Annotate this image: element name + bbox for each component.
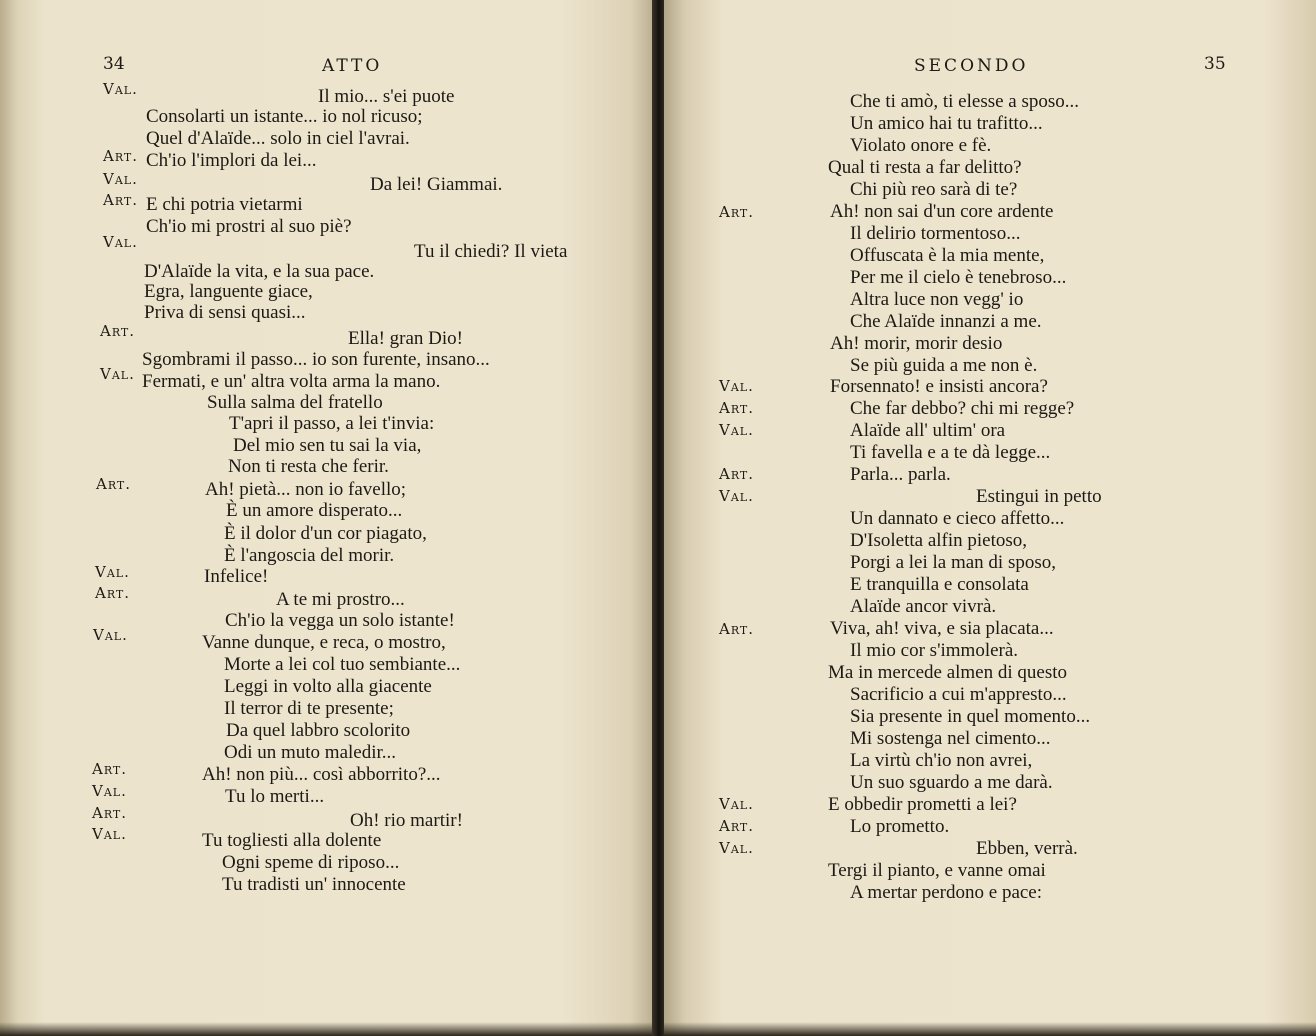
verse-line: Ma in mercede almen di questo (828, 662, 1068, 683)
running-header: ATTO (322, 56, 383, 76)
verse-line: Qual ti resta a far delitto? (828, 157, 1022, 178)
verse-line: Sulla salma del fratello (207, 392, 383, 413)
verse-line: Violato onore e fè. (850, 135, 992, 156)
verse-line: Ah! morir, morir desio (830, 333, 1003, 354)
verse-line: Consolarti un istante... io nol ricuso; (146, 106, 423, 127)
right-page (664, 0, 1316, 1036)
speaker-label: Val. (719, 795, 754, 813)
verse-line: Un suo sguardo a me darà. (850, 772, 1053, 793)
verse-line: Il mio cor s'immolerà. (850, 640, 1019, 661)
verse-line: Non ti resta che ferir. (228, 456, 389, 477)
verse-line: Ch'io l'implori da lei... (146, 150, 317, 171)
verse-line: Che ti amò, ti elesse a sposo... (850, 91, 1080, 112)
verse-line: Tu togliesti alla dolente (202, 830, 382, 851)
verse-line: Del mio sen tu sai la via, (233, 435, 422, 456)
running-header: SECONDO (914, 56, 1029, 76)
verse-line: Fermati, e un' altra volta arma la mano. (142, 371, 441, 392)
verse-line: Oh! rio martir! (350, 810, 463, 831)
speaker-label: Val. (103, 80, 138, 98)
verse-line: E chi potria vietarmi (146, 194, 303, 215)
verse-line: Che Alaïde innanzi a me. (850, 311, 1042, 332)
speaker-label: Art. (719, 620, 755, 638)
speaker-label: Val. (92, 782, 127, 800)
verse-line: Ebben, verrà. (976, 838, 1078, 859)
verse-line: E obbedir prometti a lei? (828, 794, 1017, 815)
speaker-label: Art. (92, 804, 128, 822)
verse-line: D'Alaïde la vita, e la sua pace. (144, 261, 375, 282)
speaker-label: Val. (103, 233, 138, 251)
page-edge-shadow (664, 1022, 1316, 1036)
verse-line: A te mi prostro... (276, 589, 405, 610)
verse-line: Il terror di te presente; (224, 698, 394, 719)
verse-line: Porgi a lei la man di sposo, (850, 552, 1056, 573)
verse-line: Da quel labbro scolorito (226, 720, 411, 741)
verse-line: Ah! pietà... non io favello; (205, 479, 407, 500)
verse-line: Sia presente in quel momento... (850, 706, 1091, 727)
speaker-label: Val. (719, 421, 754, 439)
verse-line: Offuscata è la mia mente, (850, 245, 1045, 266)
speaker-label: Art. (719, 399, 755, 417)
verse-line: È un amore disperato... (226, 500, 403, 521)
verse-line: Il mio... s'ei puote (318, 86, 455, 107)
verse-line: Alaïde all' ultim' ora (850, 420, 1006, 441)
verse-line: Ah! non sai d'un core ardente (830, 201, 1054, 222)
verse-line: Un amico hai tu trafitto... (850, 113, 1043, 134)
speaker-label: Art. (719, 817, 755, 835)
verse-line: Per me il cielo è tenebroso... (850, 267, 1067, 288)
speaker-label: Art. (719, 203, 755, 221)
verse-line: E tranquilla e consolata (850, 574, 1029, 595)
verse-line: Un dannato e cieco affetto... (850, 508, 1065, 529)
verse-line: Vanne dunque, e reca, o mostro, (202, 632, 446, 653)
verse-line: Mi sostenga nel cimento... (850, 728, 1051, 749)
verse-line: Sgombrami il passo... io son furente, insano... (142, 349, 490, 370)
verse-line: Tergi il pianto, e vanne omai (828, 860, 1046, 881)
verse-line: Chi più reo sarà di te? (850, 179, 1018, 200)
verse-line: D'Isoletta alfin pietoso, (850, 530, 1028, 551)
verse-line: Leggi in volto alla giacente (224, 676, 432, 697)
speaker-label: Art. (92, 760, 128, 778)
verse-line: Il delirio tormentoso... (850, 223, 1021, 244)
verse-line: Estingui in petto (976, 486, 1102, 507)
verse-line: Priva di sensi quasi... (144, 302, 306, 323)
page-edge-shadow (0, 1022, 655, 1036)
verse-line: Tu tradisti un' innocente (222, 874, 406, 895)
speaker-label: Art. (96, 475, 132, 493)
speaker-label: Art. (95, 584, 131, 602)
speaker-label: Art. (719, 465, 755, 483)
verse-line: Altra luce non vegg' io (850, 289, 1024, 310)
verse-line: Viva, ah! viva, e sia placata... (830, 618, 1054, 639)
verse-line: A mertar perdono e pace: (850, 882, 1043, 903)
verse-line: Se più guida a me non è. (850, 355, 1038, 376)
verse-line: La virtù ch'io non avrei, (850, 750, 1033, 771)
verse-line: Quel d'Alaïde... solo in ciel l'avrai. (146, 128, 410, 149)
speaker-label: Art. (103, 191, 139, 209)
speaker-label: Val. (719, 377, 754, 395)
verse-line: Ch'io la vegga un solo istante! (225, 610, 455, 631)
verse-line: Ella! gran Dio! (348, 328, 464, 349)
verse-line: Forsennato! e insisti ancora? (830, 376, 1048, 397)
verse-line: Tu lo merti... (225, 786, 325, 807)
verse-line: Morte a lei col tuo sembiante... (224, 654, 461, 675)
verse-line: Parla... parla. (850, 464, 951, 485)
left-page (0, 0, 655, 1036)
verse-line: Infelice! (204, 566, 269, 587)
verse-line: Lo prometto. (850, 816, 950, 837)
verse-line: Ti favella e a te dà legge... (850, 442, 1051, 463)
verse-line: Odi un muto maledir... (224, 742, 397, 763)
verse-line: È il dolor d'un cor piagato, (224, 523, 427, 544)
speaker-label: Art. (103, 147, 139, 165)
speaker-label: Art. (100, 322, 136, 340)
speaker-label: Val. (719, 487, 754, 505)
verse-line: Egra, languente giace, (144, 281, 313, 302)
verse-line: Da lei! Giammai. (370, 174, 503, 195)
speaker-label: Val. (719, 839, 754, 857)
verse-line: È l'angoscia del morir. (224, 545, 395, 566)
verse-line: T'apri il passo, a lei t'invia: (229, 413, 435, 434)
speaker-label: Val. (100, 365, 135, 383)
speaker-label: Val. (95, 563, 130, 581)
verse-line: Sacrificio a cui m'appresto... (850, 684, 1067, 705)
page-number: 34 (103, 54, 125, 74)
speaker-label: Val. (93, 626, 128, 644)
verse-line: Ch'io mi prostri al suo piè? (146, 216, 352, 237)
verse-line: Ogni speme di riposo... (222, 852, 400, 873)
verse-line: Che far debbo? chi mi regge? (850, 398, 1075, 419)
verse-line: Alaïde ancor vivrà. (850, 596, 997, 617)
verse-line: Tu il chiedi? Il vieta (414, 241, 568, 262)
verse-line: Ah! non più... così abborrito?... (202, 764, 441, 785)
speaker-label: Val. (103, 170, 138, 188)
speaker-label: Val. (92, 825, 127, 843)
page-number: 35 (1204, 54, 1226, 74)
